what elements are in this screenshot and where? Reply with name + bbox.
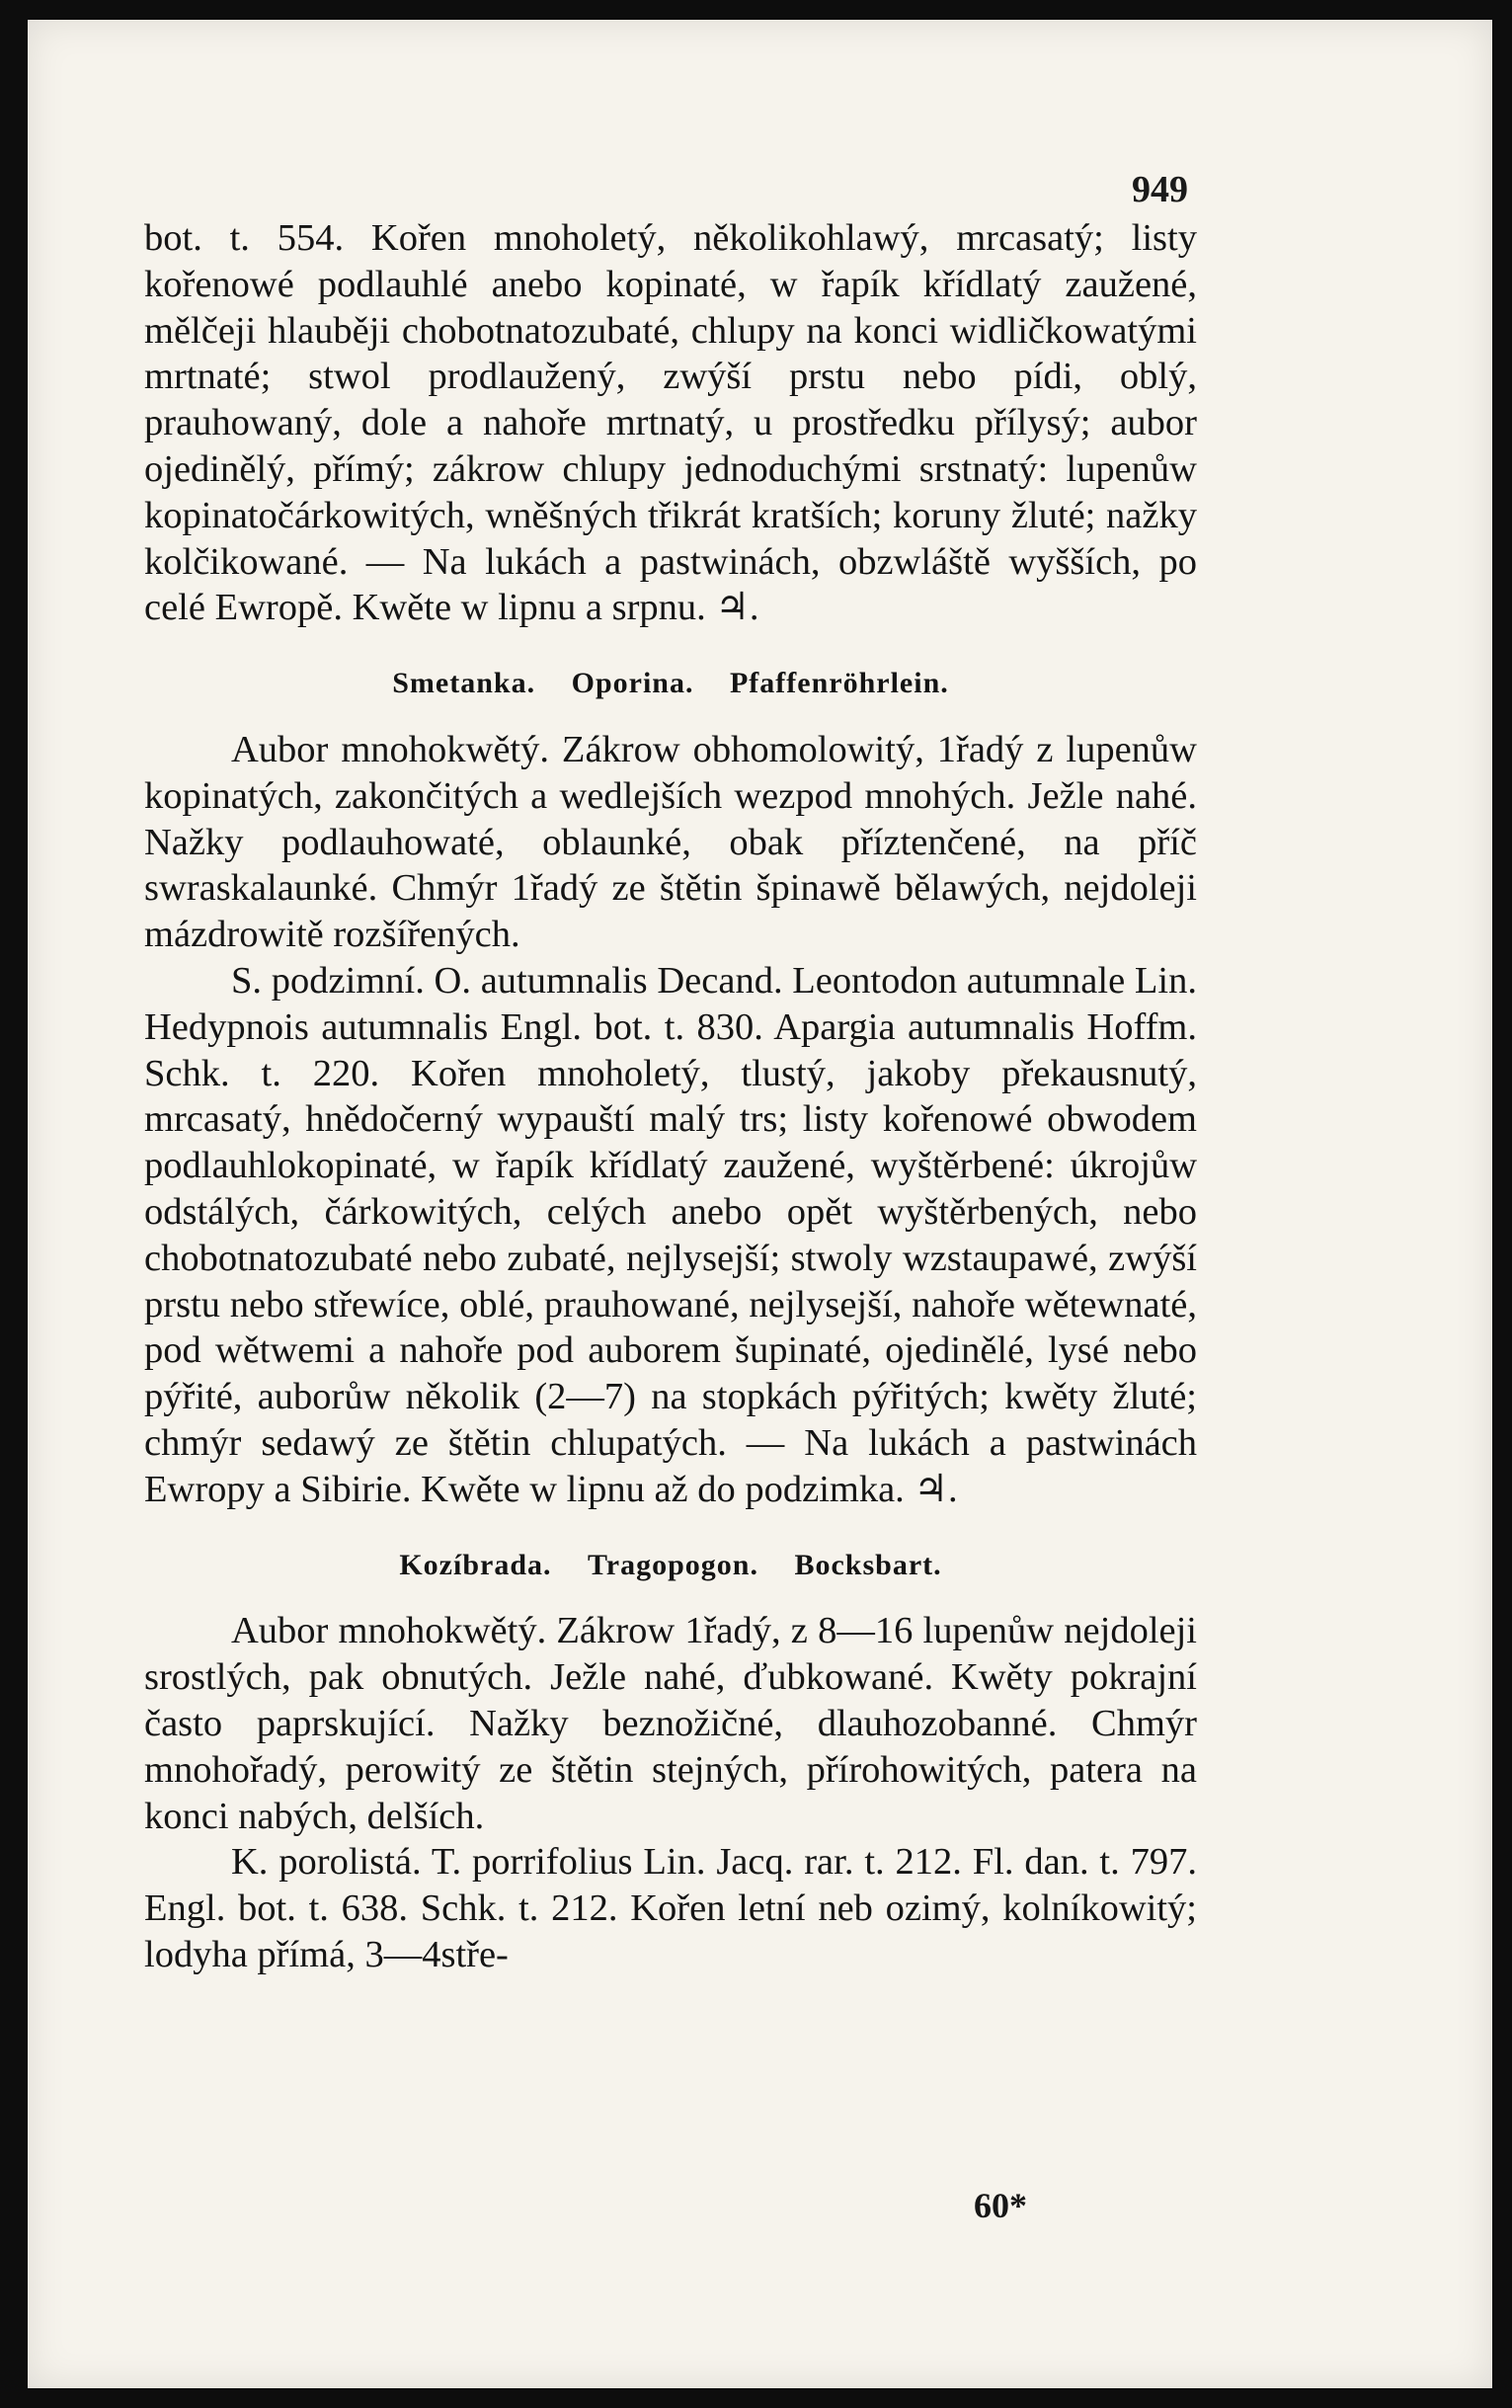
species-entry-porrifolius: K. porolistá. T. porrifolius Lin. Jacq. rar. t. 212. Fl. dan. t. 797. Engl. bot. t. 638. Schk. t. 212. Kořen letní neb ozimý, kolníkowitý; lodyha přímá, 3—4stře- [144, 1841, 1197, 1975]
heading-czech-name: Kozíbrada. [399, 1548, 552, 1581]
page-text [144, 215, 1197, 1978]
heading-german-name: Bocksbart. [794, 1548, 942, 1581]
page-number: 949 [1132, 169, 1188, 210]
heading-czech-name: Smetanka. [392, 667, 536, 700]
paragraph-continuation: bot. t. 554. Kořen mnoholetý, několikohlawý, mrcasatý; listy kořenowé podlauhlé anebo kopinaté, w řapík křídlatý zaužené, mělčeji hlauběji chobotnatozubaté, chlupy na konci widličkowatými mrtnaté; stwol prodlaužený, zwýší prstu nebo pídi, oblý, prauhowaný, dole a nahoře mrtnatý, u prostředku přílysý; aubor ojedinělý, přímý; zákrow chlupy jednoduchými srstnatý: lupenůw kopinatočárkowitých, wněšných třikrát kratších; koruny žluté; nažky kolčikowané. — Na lukách a pastwinách, obzwláště wyšších, po celé Ewropě. Kwěte w lipnu a srpnu. ♃. [144, 217, 1197, 629]
genus-heading-tragopogon [144, 1543, 1197, 1589]
heading-latin-name: Tragopogon. [588, 1548, 758, 1581]
species-entry-autumnalis: S. podzimní. O. autumnalis Decand. Leontodon autumnale Lin. Hedypnois autumnalis Engl. bot. t. 830. Apargia autumnalis Hoffm. Schk. t. 220. Kořen mnoholetý, tlustý, jakoby překausnutý, mrcasatý, hnědočerný wypauští malý trs; listy kořenowé obwodem podlauhlokopinaté, w řapík křídlatý zaužené, wyštěrbené: úkrojůw odstálých, čárkowitých, celých anebo opět wyštěrbených, nebo chobotnatozubaté nebo zubaté, nejlysejší; stwoly wzstaupawé, zwýší prstu nebo střewíce, oblé, prauhowané, nejlysejší, nahoře wětewnaté, pod wětwemi a nahoře pod auborem šupinaté, ojedinělé, lysé nebo pýřité, auborůw několik (2—7) na stopkách pýřitých; kwěty žluté; chmýr sedawý ze štětin chlupatých. — Na lukách a pastwinách Ewropy a Sibirie. Kwěte w lipnu až do podzimka. ♃. [144, 959, 1197, 1510]
book-page [28, 20, 1492, 2388]
genus-heading-oporina [144, 661, 1197, 707]
genus-description-tragopogon: Aubor mnohokwětý. Zákrow 1řadý, z 8—16 lupenůw nejdoleji srostlých, pak obnutých. Ježle nahé, ďubkowané. Kwěty pokrajní často paprskující. Nažky beznožičné, dlauhozobanné. Chmýr mnohořadý, perowitý ze štětin stejných, přírohowitých, patera na konci nabých, delších. [144, 1610, 1197, 1837]
heading-latin-name: Oporina. [571, 667, 694, 700]
genus-description-oporina: Aubor mnohokwětý. Zákrow obhomolowitý, 1řadý z lupenůw kopinatých, zakončitých a wedlejších wezpod mnohých. Ježle nahé. Nažky podlauhowaté, oblaunké, obak příztenčené, na příč swraskalaunké. Chmýr 1řadý ze štětin špinawě bělawých, nejdoleji mázdrowitě rozšířených. [144, 728, 1197, 956]
heading-german-name: Pfaffenröhrlein. [729, 667, 949, 700]
signature-mark: 60* [974, 2186, 1027, 2225]
